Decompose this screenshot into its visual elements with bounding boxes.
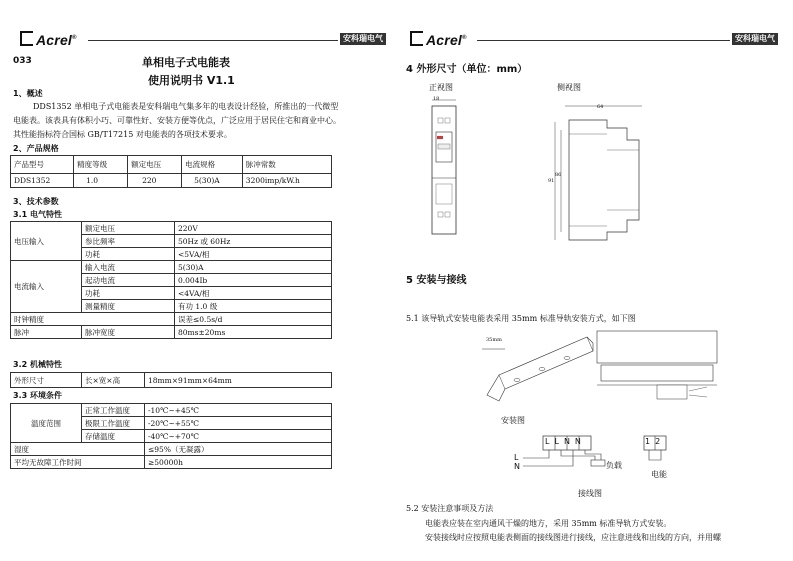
overview-line-2: 电能表。该表具有体积小巧、可靠性好、安装方便等优点，广泛应用于居民住宅和商业中心。: [13, 116, 341, 125]
wiring-caption: 接线图: [578, 489, 602, 498]
header-rule: [88, 40, 338, 41]
spec-header: 产品型号: [11, 156, 74, 174]
meter-label: 电能: [651, 470, 667, 479]
installation-drawing: [477, 325, 747, 410]
param-value: 有功 1.0 级: [175, 300, 332, 313]
spec-cell: 5(30)A: [182, 174, 243, 188]
param-name: 测量精度: [82, 300, 175, 313]
param-name: 正常工作温度: [82, 404, 145, 417]
environment-table: [10, 403, 332, 469]
param-value: <4VA/相: [175, 287, 332, 300]
param-value: -40℃~+70℃: [145, 430, 332, 443]
param-name: 起动电流: [82, 274, 175, 287]
row-label: 脉冲: [11, 326, 82, 339]
row-label: 湿度: [11, 443, 145, 456]
param-value: 50Hz 或 60Hz: [175, 235, 332, 248]
section-3-1-title: 3.1 电气特性: [13, 210, 62, 219]
dim-64: 64: [597, 104, 604, 110]
mechanical-table: [10, 372, 332, 388]
electrical-table: [10, 221, 332, 339]
param-value: 0.004Ib: [175, 274, 332, 287]
dim-91: 91: [548, 178, 555, 184]
param-name: 输入电流: [82, 261, 175, 274]
param-value: 220V: [175, 222, 332, 235]
left-page: [0, 0, 396, 561]
row-label: 时钟精度: [11, 313, 175, 326]
section-3-3-title: 3.3 环境条件: [13, 391, 62, 400]
param-name: 脉冲宽度: [82, 326, 175, 339]
param-value: 80ms±20ms: [175, 326, 332, 339]
section-5-title: 5 安装与接线: [406, 275, 467, 286]
pulse-terminal-labels: 12: [645, 437, 666, 446]
line-n-label: N: [514, 462, 520, 471]
row-label: 温度范围: [11, 404, 82, 443]
header-rule: [477, 40, 730, 41]
load-label: 负载: [606, 461, 622, 470]
param-name: 额定电压: [82, 222, 175, 235]
spec-header: 额定电压: [128, 156, 182, 174]
section-3-2-title: 3.2 机械特性: [13, 360, 62, 369]
param-value: ≥50000h: [145, 456, 332, 469]
page-number: 033: [13, 56, 32, 66]
notes-line-2: 安装接线时应按照电能表侧面的接线图进行接线，应注意进线和出线的方向，并用螺: [425, 533, 721, 542]
param-name: 功耗: [82, 287, 175, 300]
param-value: ≤95%（无凝露）: [145, 443, 332, 456]
dim-18: 18: [433, 96, 440, 102]
front-view-drawing: [417, 92, 477, 242]
row-label: 电压输入: [11, 222, 82, 261]
spec-header: 脉冲常数: [242, 156, 331, 174]
row-label: 外形尺寸: [11, 373, 82, 388]
acrel-mark-icon: [20, 31, 33, 46]
acrel-logo: Acrel®: [410, 31, 467, 48]
header-badge: 安科瑞电气: [340, 33, 386, 45]
section-2-title: 2、产品规格: [13, 144, 59, 153]
section-5-2-title: 5.2 安装注意事项及方法: [406, 504, 494, 513]
front-view-label: 正视图: [429, 83, 453, 92]
right-page: [397, 0, 793, 561]
param-value: <5VA/相: [175, 248, 332, 261]
section-3-title: 3、技术参数: [13, 197, 59, 206]
overview-line-1: DDS1352 单相电子式电能表是安科瑞电气集多年的电表设计经验，所推出的一代微型: [33, 102, 339, 111]
param-value: 误差≤0.5s/d: [175, 313, 332, 326]
side-view-drawing: [547, 100, 657, 250]
row-label: 平均无故障工作时间: [11, 456, 145, 469]
param-name: 功耗: [82, 248, 175, 261]
notes-line-1: 电能表应装在室内通风干燥的地方，采用 35mm 标准导轨方式安装。: [425, 519, 672, 528]
param-name: 极限工作温度: [82, 417, 145, 430]
header-badge: 安科瑞电气: [732, 33, 778, 45]
line-l-label: L: [514, 453, 519, 462]
spec-cell: 3200imp/kW.h: [242, 174, 331, 188]
spec-header: 精度等级: [74, 156, 128, 174]
doc-subtitle: 使用说明书 V1.1: [148, 74, 235, 87]
dim-86: 86: [555, 172, 562, 178]
param-value: 5(30)A: [175, 261, 332, 274]
param-value: -10℃~+45℃: [145, 404, 332, 417]
param-name: 参比频率: [82, 235, 175, 248]
param-value: 18mm×91mm×64mm: [145, 373, 332, 388]
rail-label: 35mm: [486, 337, 502, 343]
row-label: 电流输入: [11, 261, 82, 313]
section-4-title: 4 外形尺寸（单位：mm）: [406, 64, 528, 75]
spec-cell: 220: [128, 174, 182, 188]
param-name: 存储温度: [82, 430, 145, 443]
spec-header: 电流规格: [182, 156, 243, 174]
section-1-title: 1、概述: [13, 89, 43, 98]
spec-table: [10, 155, 332, 188]
spec-cell: DDS1352: [11, 174, 74, 188]
acrel-mark-icon: [410, 31, 423, 46]
install-caption: 安装图: [501, 416, 525, 425]
acrel-logo: Acrel®: [20, 31, 77, 48]
side-view-label: 侧视图: [557, 83, 581, 92]
terminal-labels: LLNN: [545, 437, 586, 446]
param-value: -20℃~+55℃: [145, 417, 332, 430]
spec-cell: 1.0: [74, 174, 128, 188]
param-name: 长×宽×高: [82, 373, 145, 388]
overview-line-3: 其性能指标符合国标 GB/T17215 对电能表的各项技术要求。: [13, 130, 232, 139]
doc-title: 单相电子式电能表: [142, 56, 230, 69]
section-5-1-text: 5.1 该导轨式安装电能表采用 35mm 标准导轨安装方式，如下图: [406, 314, 636, 323]
